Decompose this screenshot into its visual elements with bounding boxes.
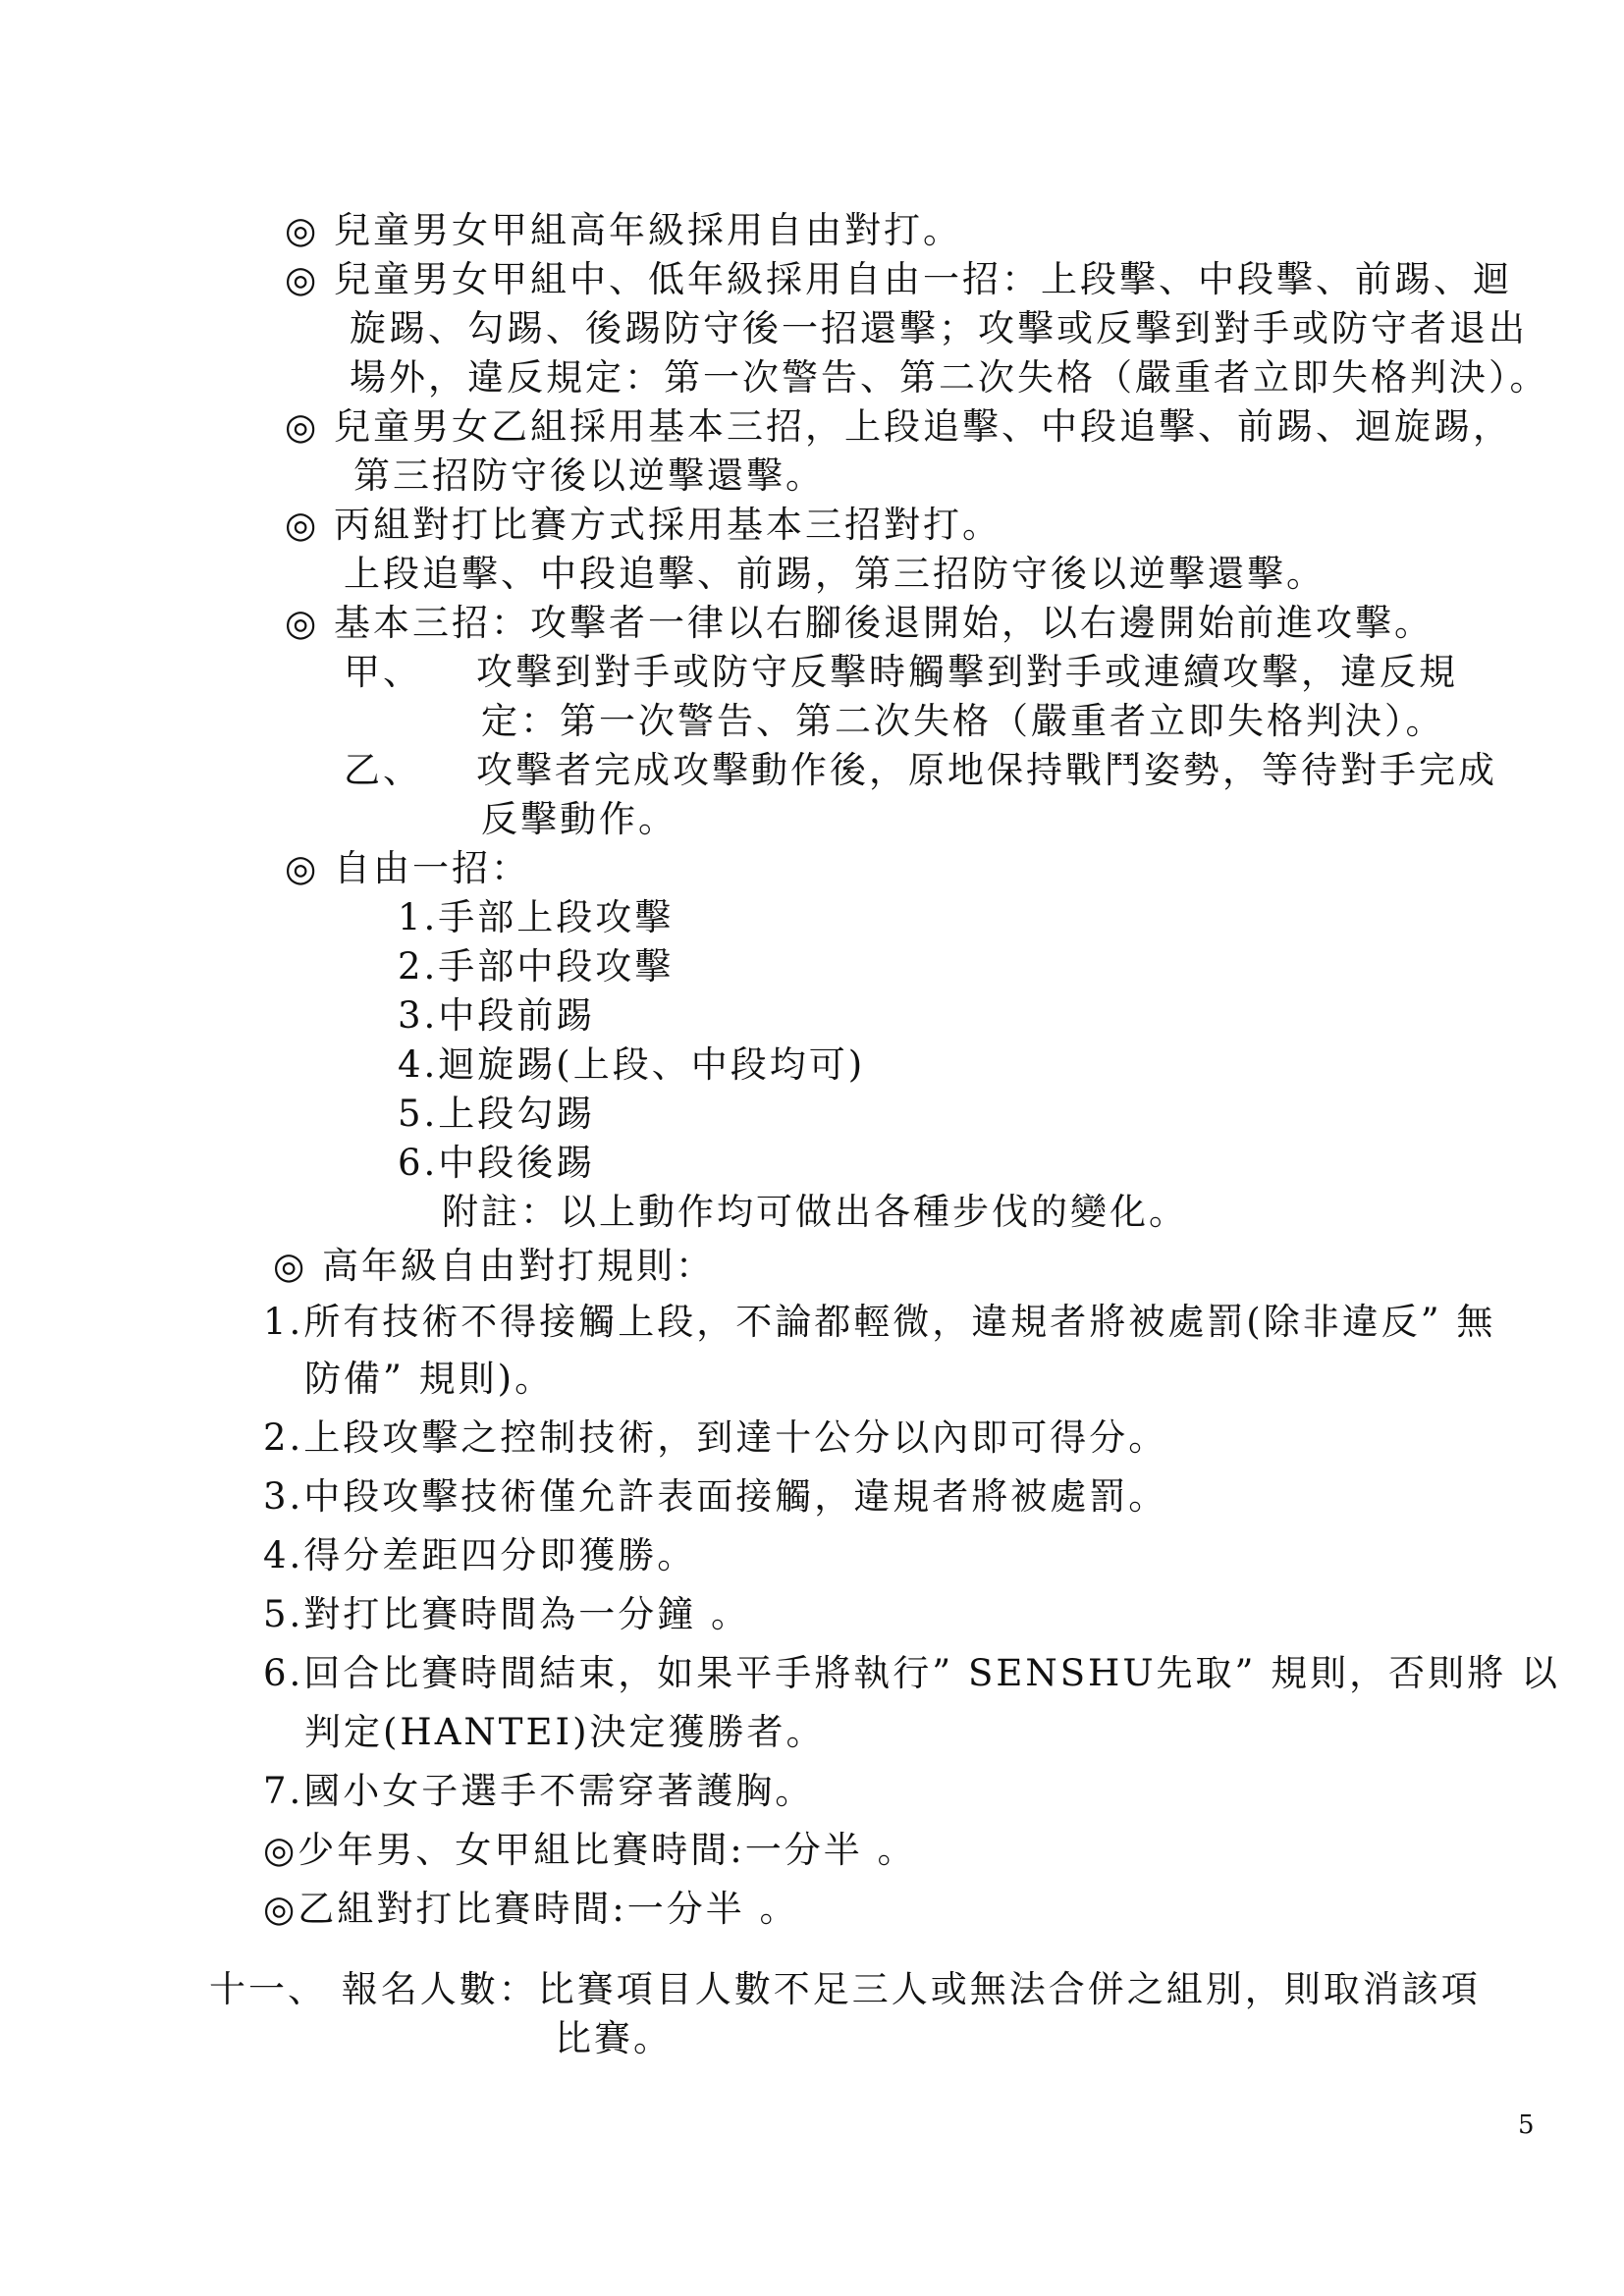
list-item: 5.上段勾踢: [398, 1093, 596, 1135]
text-line: ◎ 基本三招：攻擊者一律以右腳後退開始，以右邊開始前進攻擊。: [285, 602, 1435, 644]
text-line: 旋踢、勾踢、後踢防守後一招還擊；攻擊或反擊到對手或防守者退出: [350, 307, 1528, 349]
list-item: 1.所有技術不得接觸上段，不論都輕微，違規者將被處罰(除非違反” 無: [263, 1301, 1496, 1343]
note: 附註：以上動作均可做出各種步伐的變化。: [442, 1191, 1188, 1233]
list-marker: 乙、: [344, 749, 422, 791]
text-line: ◎ 自由一招：: [285, 847, 531, 889]
section-heading: ◎ 高年級自由對打規則：: [273, 1245, 716, 1287]
section-heading: 十一、 報名人數：比賽項目人數不足三人或無法合併之組別，則取消該項: [209, 1968, 1481, 2010]
list-item: 7.國小女子選手不需穿著護胸。: [263, 1770, 815, 1812]
text-line: 定：第一次警告、第二次失格（嚴重者立即失格判決）。: [481, 700, 1445, 742]
text-line: ◎ 兒童男女甲組高年級採用自由對打。: [285, 209, 963, 251]
text-line: ◎ 兒童男女甲組中、低年級採用自由一招：上段擊、中段擊、前踢、迴: [285, 258, 1513, 300]
text-line: 攻擊到對手或防守反擊時觸擊到對手或連續攻擊，違反規: [476, 651, 1458, 693]
list-item: 6.回合比賽時間結束，如果平手將執行” SENSHU先取” 規則，否則將 以: [263, 1652, 1560, 1694]
list-item: ◎少年男、女甲組比賽時間:一分半 。: [263, 1829, 917, 1871]
text-line: 防備” 規則)。: [304, 1358, 555, 1400]
text-line: ◎ 兒童男女乙組採用基本三招，上段追擊、中段追擊、前踢、迴旋踢，: [285, 405, 1513, 448]
text-line: 比賽。: [555, 2017, 673, 2059]
text-line: 反擊動作。: [481, 798, 677, 840]
list-item: 2.上段攻擊之控制技術，到達十公分以內即可得分。: [263, 1416, 1168, 1459]
list-item: 4.迴旋踢(上段、中段均可): [398, 1043, 866, 1086]
text-line: 場外，違反規定：第一次警告、第二次失格（嚴重者立即失格判決）。: [350, 356, 1549, 399]
list-item: 5.對打比賽時間為一分鐘 。: [263, 1593, 751, 1635]
list-item: 6.中段後踢: [398, 1142, 596, 1184]
list-item: 1.手部上段攻擊: [398, 896, 675, 938]
text-line: ◎ 丙組對打比賽方式採用基本三招對打。: [285, 504, 1002, 546]
list-item: 4.得分差距四分即獲勝。: [263, 1534, 697, 1576]
list-item: 2.手部中段攻擊: [398, 945, 675, 988]
list-item: 3.中段攻擊技術僅允許表面接觸，違規者將被處罰。: [263, 1475, 1168, 1518]
list-item: 3.中段前踢: [398, 994, 596, 1037]
text-line: 第三招防守後以逆擊還擊。: [353, 454, 825, 497]
page-number: 5: [1518, 2110, 1535, 2140]
text-line: 上段追擊、中段追擊、前踢，第三招防守後以逆擊還擊。: [344, 553, 1326, 595]
list-marker: 甲、: [344, 651, 422, 693]
text-line: 判定(HANTEI)決定獲勝者。: [304, 1711, 826, 1753]
text-line: 攻擊者完成攻擊動作後，原地保持戰鬥姿勢，等待對手完成: [476, 749, 1497, 791]
list-item: ◎乙組對打比賽時間:一分半 。: [263, 1888, 799, 1930]
